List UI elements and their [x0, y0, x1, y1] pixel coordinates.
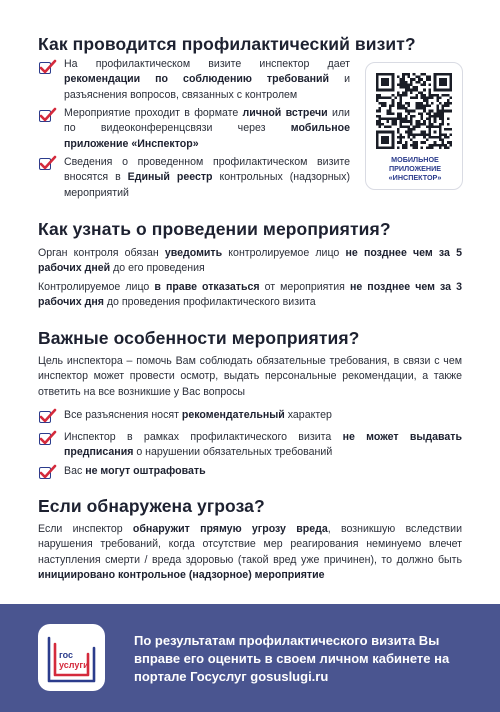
logo-text-top: гос: [59, 650, 74, 660]
item-text: контрольных (надзорных) мероприятий: [64, 171, 350, 199]
para-text: , возникшую вследствии нарушения требований, когда отсутствие мер реагирования неминуемо влечет наступления смерти / вреда здоровью (такой вред уже причинен), то должно быть: [38, 523, 462, 566]
para-text: Орган контроля обязан: [38, 247, 165, 259]
section-title-threat: Если обнаружена угроза?: [38, 496, 265, 516]
item-text: о нарушении обязательных требований: [133, 446, 333, 459]
qr-card[interactable]: [365, 62, 463, 190]
check-box-icon: [38, 59, 56, 75]
para-text: Контролируемое лицо: [38, 281, 155, 293]
features-intro: Цель инспектора – помочь Вам соблюдать обязательные требования, в связи с чем инспектор может провести осмотр, выдать персональные рекомендации, а также ответить на все возникшие у Вас вопросы: [38, 355, 462, 398]
check-box-icon: [38, 107, 56, 123]
para-text: до проведения профилактического визита: [103, 296, 316, 309]
visit-item-2: [64, 106, 350, 152]
item-bold: Единый реестр: [127, 171, 213, 184]
item-text: или по видеоконференцсвязи через: [64, 107, 350, 135]
visit-item-3: [64, 155, 350, 201]
item-text: Инспектор в рамках профилактического визита: [64, 431, 343, 443]
gosuslugi-logo-icon[interactable]: [38, 624, 105, 691]
item-text: На профилактическом визите инспектор дает: [64, 58, 350, 70]
footer-banner: [0, 604, 500, 712]
notice-paragraph-1: [38, 246, 462, 277]
para-text: от мероприятия: [259, 281, 350, 293]
item-bold: не может выдавать предписания: [64, 431, 462, 459]
para-bold: в праве отказаться: [154, 281, 260, 293]
section-title-notice: Как узнать о проведении мероприятия?: [38, 219, 391, 239]
item-bold: рекомендации по соблюдению требований: [64, 73, 330, 86]
para-text: контролируемое лицо: [222, 247, 346, 259]
threat-paragraph: [38, 522, 462, 584]
qr-code-icon[interactable]: [376, 73, 452, 149]
check-box-icon: [38, 408, 56, 424]
item-bold: мобильное приложение «Инспектор»: [64, 122, 350, 150]
item-text: и разъяснения вопросов, связанных с контролем: [64, 73, 350, 101]
check-box-icon: [38, 464, 56, 480]
para-text: Если инспектор: [38, 523, 133, 535]
item-bold: рекомендательный: [181, 409, 285, 421]
item-text: Вас: [64, 465, 86, 477]
visit-item-1: [64, 57, 350, 103]
footer-text: По результатам профилактического визита Вы вправе его оценить в своем личном кабинете на портале Госуслуг gosuslugi.ru: [134, 633, 450, 684]
item-text: Все разъяснения носят: [64, 409, 182, 421]
section-title-visit: Как проводится профилактический визит?: [38, 34, 416, 54]
qr-caption: МОБИЛЬНОЕ ПРИЛОЖЕНИЕ «ИНСПЕКТОР»: [388, 155, 442, 182]
item-text: характер: [284, 409, 332, 421]
item-bold: не могут оштрафовать: [85, 465, 206, 477]
section-title-features: Важные особенности мероприятия?: [38, 328, 360, 348]
para-bold: не позднее чем за 5 рабочих дней: [38, 247, 462, 275]
para-bold: обнаружит прямую угрозу вреда: [132, 523, 328, 535]
item-bold: личной встречи: [242, 107, 328, 119]
para-bold: инициировано контрольное (надзорное) мероприятие: [38, 569, 325, 582]
item-text: Сведения о проведенном профилактическом визите вносятся в: [64, 156, 350, 184]
feature-item-1: [64, 408, 462, 423]
check-box-icon: [38, 430, 56, 446]
para-bold: не позднее чем за 3 рабочих дня: [38, 281, 462, 309]
feature-item-3: [64, 464, 462, 479]
notice-paragraph-2: [38, 280, 462, 311]
para-bold: уведомить: [164, 247, 223, 259]
para-text: до его проведения: [110, 262, 205, 275]
feature-item-2: [64, 430, 462, 461]
check-box-icon: [38, 155, 56, 171]
logo-text-bottom: услуги: [59, 660, 89, 670]
item-text: Мероприятие проходит в формате: [64, 107, 243, 119]
